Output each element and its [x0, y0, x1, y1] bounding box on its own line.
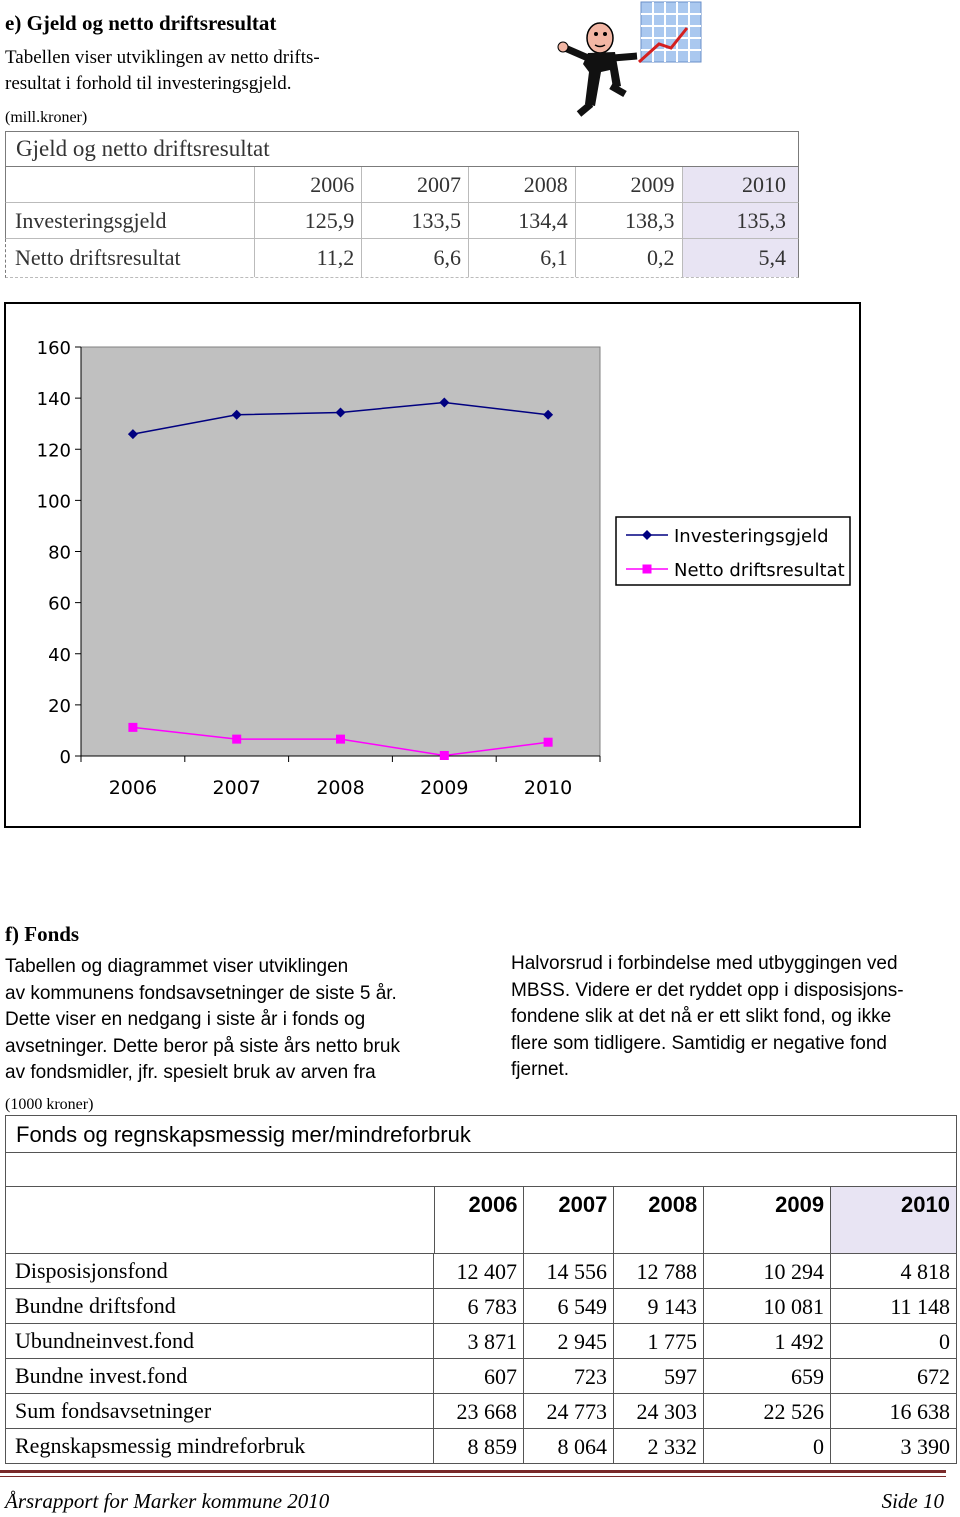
- table1-year: 2006: [254, 167, 361, 202]
- data-point: [440, 751, 449, 760]
- table-cell: 23 668: [434, 1394, 524, 1428]
- table-cell: 6 549: [524, 1289, 614, 1323]
- table-cell: 607: [434, 1359, 524, 1393]
- table-cell: 8 859: [434, 1429, 524, 1463]
- table-cell: 12 407: [434, 1254, 524, 1288]
- table-cell: 125,9: [254, 203, 361, 238]
- debt-operating-result-table: [5, 131, 799, 278]
- table-cell: 133,5: [361, 203, 468, 238]
- table2-header-row: [5, 1186, 957, 1253]
- x-tick-label: 2006: [108, 777, 158, 799]
- section-f-heading: f) Fonds: [5, 922, 80, 946]
- row-label: Sum fondsavsetninger: [6, 1394, 434, 1428]
- table-cell: 138,3: [575, 203, 682, 238]
- footer-page-number: Side 10: [881, 1489, 944, 1513]
- table-cell: 6,1: [468, 239, 575, 277]
- table2-title: Fonds og regnskapsmessig mer/mindreforbruk: [5, 1115, 957, 1152]
- row-label: Regnskapsmessig mindreforbruk: [6, 1429, 434, 1463]
- table-row: [5, 1358, 957, 1393]
- fonds-table: [5, 1115, 957, 1464]
- text-line: Dette viser en nedgang i siste år i fonds og: [5, 1009, 366, 1030]
- row-label: Netto driftsresultat: [15, 245, 181, 270]
- table2-year: 2009: [704, 1187, 831, 1253]
- table-cell: 0: [939, 1329, 950, 1354]
- y-tick-label: 60: [48, 593, 71, 615]
- table1-year: 2007: [361, 167, 468, 202]
- table-cell: 10 294: [704, 1254, 831, 1288]
- table1-header-row: [5, 166, 799, 203]
- text-line: av kommunens fondsavsetninger de siste 5 år.: [5, 982, 397, 1004]
- line-chart-frame: [4, 302, 861, 828]
- table-row: [5, 239, 799, 278]
- table-cell: 5,4: [682, 239, 798, 277]
- table-cell: 24 303: [614, 1394, 704, 1428]
- table1-year: 2010: [682, 167, 798, 202]
- y-tick-label: 120: [36, 440, 71, 462]
- x-tick-label: 2008: [316, 777, 365, 799]
- y-tick-label: 20: [48, 695, 71, 717]
- text-line: fjernet.: [511, 1059, 570, 1080]
- x-tick-label: 2009: [420, 777, 469, 799]
- table-cell: 12 788: [614, 1254, 704, 1288]
- section-f-right-text: [511, 951, 904, 1084]
- table1-year: 2009: [575, 167, 682, 202]
- y-tick-label: 160: [36, 338, 71, 359]
- table-cell: 9 143: [614, 1289, 704, 1323]
- table-cell: 0: [704, 1429, 831, 1463]
- table-row: [5, 1428, 957, 1464]
- text-line: avsetninger. Dette beror på siste års netto bruk: [5, 1035, 400, 1057]
- y-tick-label: 80: [48, 542, 71, 564]
- table2-year: 2006: [435, 1187, 525, 1253]
- data-point: [128, 723, 137, 732]
- table-row: [5, 203, 799, 239]
- table-cell: 1 775: [614, 1324, 704, 1358]
- text-line: av fondsmidler, jfr. spesielt bruk av arven fra: [5, 1062, 376, 1083]
- row-label: Disposisjonsfond: [6, 1254, 434, 1288]
- table-cell: 135,3: [682, 203, 798, 238]
- table-cell: 24 773: [524, 1394, 614, 1428]
- text-line: Tabellen og diagrammet viser utviklingen: [5, 956, 349, 977]
- table2-header-blank: [6, 1187, 435, 1253]
- footer-divider-thin: [0, 1476, 946, 1477]
- data-point: [336, 735, 345, 744]
- table2-blank-row: [5, 1152, 957, 1186]
- table-cell: 8 064: [524, 1429, 614, 1463]
- section-f-unit: (1000 kroner): [5, 1096, 94, 1113]
- table2-year: 2008: [614, 1187, 704, 1253]
- table-row: [5, 1253, 957, 1288]
- legend-label: Netto driftsresultat: [674, 560, 845, 581]
- text-line: MBSS. Videre er det ryddet opp i disposisjons-: [511, 979, 904, 1001]
- table-row: [5, 1288, 957, 1323]
- x-tick-label: 2007: [212, 777, 261, 799]
- line-chart: [6, 304, 859, 826]
- row-label: Bundne driftsfond: [6, 1289, 434, 1323]
- table1-header-blank: [6, 167, 254, 202]
- text-line: fondene slik at det nå er ett slikt fond, og ikke: [511, 1006, 892, 1027]
- table-cell: 0,2: [575, 239, 682, 277]
- table-cell: 2 945: [524, 1324, 614, 1358]
- table-cell: 723: [524, 1359, 614, 1393]
- table-cell: 16 638: [889, 1399, 950, 1424]
- table-cell: 14 556: [524, 1254, 614, 1288]
- table1-year: 2008: [468, 167, 575, 202]
- businessman-chart-clipart: [555, 0, 705, 122]
- table-cell: 134,4: [468, 203, 575, 238]
- table-cell: 11 148: [890, 1294, 950, 1319]
- row-label: Bundne invest.fond: [6, 1359, 434, 1393]
- table1-title: Gjeld og netto driftsresultat: [5, 131, 799, 166]
- table-row: [5, 1393, 957, 1428]
- table-cell: 672: [917, 1364, 950, 1389]
- data-point: [544, 738, 553, 747]
- table-cell: 6,6: [361, 239, 468, 277]
- row-label: Ubundneinvest.fond: [6, 1324, 434, 1358]
- table-row: [5, 1323, 957, 1358]
- table-cell: 597: [614, 1359, 704, 1393]
- y-tick-label: 140: [36, 389, 71, 411]
- y-tick-label: 0: [59, 747, 71, 768]
- table-cell: 659: [704, 1359, 831, 1393]
- section-e-text-line1: Tabellen viser utviklingen av netto drifts-: [5, 47, 320, 68]
- legend-marker: [643, 565, 652, 574]
- legend-label: Investeringsgjeld: [674, 526, 829, 547]
- table-cell: 4 818: [900, 1259, 950, 1284]
- x-tick-label: 2010: [523, 777, 573, 799]
- y-tick-label: 100: [36, 491, 71, 513]
- text-line: Halvorsrud i forbindelse med utbyggingen ved: [511, 953, 898, 974]
- table-cell: 10 081: [704, 1289, 831, 1323]
- table-cell: 22 526: [704, 1394, 831, 1428]
- footer-report-title: Årsrapport for Marker kommune 2010: [5, 1489, 330, 1513]
- table-cell: 3 390: [900, 1434, 950, 1459]
- table2-year: 2010: [831, 1187, 956, 1253]
- section-e-unit: (mill.kroner): [5, 109, 88, 126]
- table-cell: 6 783: [434, 1289, 524, 1323]
- table2-year: 2007: [524, 1187, 614, 1253]
- y-tick-label: 40: [48, 644, 71, 666]
- text-line: flere som tidligere. Samtidig er negative fond: [511, 1032, 887, 1054]
- section-e-text-line2: resultat i forhold til investeringsgjeld.: [5, 73, 292, 94]
- row-label: Investeringsgjeld: [15, 208, 167, 233]
- footer-divider: [0, 1470, 946, 1473]
- data-point: [232, 735, 241, 744]
- table-cell: 2 332: [614, 1429, 704, 1463]
- table-cell: 1 492: [704, 1324, 831, 1358]
- table-cell: 3 871: [434, 1324, 524, 1358]
- table-cell: 11,2: [254, 239, 361, 277]
- section-e-heading: e) Gjeld og netto driftsresultat: [5, 11, 277, 35]
- section-f-left-text: [5, 954, 400, 1087]
